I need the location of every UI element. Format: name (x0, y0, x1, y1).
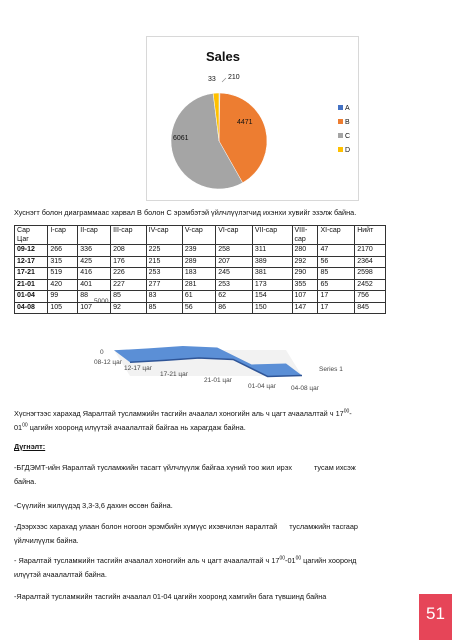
table-cell: 83 (146, 291, 182, 303)
table-cell: 2452 (355, 279, 386, 291)
table-cell: 277 (146, 279, 182, 291)
table-cell: 253 (146, 268, 182, 280)
table-cell: 416 (78, 268, 111, 280)
legend-swatch-c (338, 133, 343, 138)
table-cell: 381 (252, 268, 292, 280)
table-cell: 280 (292, 245, 318, 257)
table-row (15, 245, 386, 257)
area-x-label: 01-04 цаг (248, 383, 277, 390)
table-header-9: Нийт (355, 226, 386, 245)
pie-label-d: 210 (228, 74, 240, 81)
table-cell: 176 (111, 256, 147, 268)
page-number: 51 (426, 604, 445, 623)
table-header-5: VI-сар (216, 226, 253, 245)
table-cell: 336 (78, 245, 111, 257)
table-cell: 258 (216, 245, 253, 257)
table-header-3: IV-сар (146, 226, 182, 245)
table-row (15, 256, 386, 268)
table-cell: 289 (182, 256, 215, 268)
table-row-label: 04-08 (15, 302, 48, 314)
table-cell: 47 (318, 245, 355, 257)
conclusion-heading: Дүгнэлт: (14, 442, 46, 451)
conclusion-bullet-2: -Сүүлийн жилүүдэд 3,3-3,6 дахин өссөн байна. (14, 501, 173, 510)
table-header-7: VIII- сар (292, 226, 318, 245)
table-cell: 401 (78, 279, 111, 291)
table-header-1: II-сар (78, 226, 111, 245)
paragraph-pie-summary: Хуснэгт болон диаграммаас харвал В болон С эрэмбэтэй үйлчлүүлэгчид ихэнхи хувийг эзэлж байна. (14, 208, 357, 217)
table-cell: 215 (146, 256, 182, 268)
table-cell: 92 (111, 302, 147, 314)
table-cell: 150 (252, 302, 292, 314)
table-row-label: 17-21 (15, 268, 48, 280)
table-cell: 173 (252, 279, 292, 291)
area-ytick-0: 0 (100, 349, 104, 356)
table-cell: 266 (48, 245, 78, 257)
table-cell: 86 (216, 302, 253, 314)
conclusion-bullet-4: - Яаралтай тусламжийн тасгийн ачаалал хоногийн аль ч цагт ачаалалтай ч $17^{00}-01^{00}$ цагийн хооронд илүүтэй ачаалалтай байна. (14, 555, 357, 579)
table-row-label: 12-17 (15, 256, 48, 268)
area-x-label: 21-01 цаг (204, 377, 233, 384)
area-chart-svg (86, 292, 358, 392)
table-cell: 17 (318, 291, 355, 303)
table-cell: 56 (182, 302, 215, 314)
legend-label-d: D (345, 147, 351, 154)
table-cell: 253 (216, 279, 253, 291)
table-cell: 227 (111, 279, 147, 291)
table-cell: 845 (355, 302, 386, 314)
table-cell: 17 (318, 302, 355, 314)
table-cell: 65 (318, 279, 355, 291)
table-cell: 154 (252, 291, 292, 303)
area-x-label: 04-08 цаг (291, 385, 320, 392)
table-cell: 61 (182, 291, 215, 303)
legend-swatch-d (338, 147, 343, 152)
table-cell: 355 (292, 279, 318, 291)
legend-label-b: B (345, 119, 350, 126)
conclusion-bullet-3: -Дээрхээс харахад улаан болон ногоон эрэмбийн хүмүүс ихэвчилэн яаралтай тусламжийн тасгаар үйлчилүүлж байна. (14, 522, 358, 545)
paragraph-peak-load: Хүснэгтээс харахад Яаралтай тусламжийн тасгийн ачаалал хоногийн аль ч цагт ачаалалтай ч $17^{00}-$ $01^{00}$ цагийн хооронд илүүтэй ачаалалтай байгаа нь харагдаж байна. (14, 408, 352, 432)
table-cell: 239 (182, 245, 215, 257)
table-cell: 88 (78, 291, 111, 303)
table-cell: 425 (78, 256, 111, 268)
pie-chart-svg (147, 37, 358, 200)
table-cell: 2598 (355, 268, 386, 280)
table-cell: 207 (216, 256, 253, 268)
table-cell: 389 (252, 256, 292, 268)
table-cell: 292 (292, 256, 318, 268)
table-header-row (15, 226, 386, 245)
pie-leader-d (222, 78, 226, 82)
area-chart (86, 292, 358, 392)
table-header-2: III-сар (111, 226, 147, 245)
legend-label-a: A (345, 105, 350, 112)
table-cell: 56 (318, 256, 355, 268)
table-header-0: I-сар (48, 226, 78, 245)
conclusion-bullet-5: -Яаралтай тусламжийн тасгийн ачаалал 01-04 цагийн хооронд хамгийн бага түвшинд байна (14, 592, 327, 601)
legend-swatch-a (338, 105, 343, 110)
table-row-label: 21-01 (15, 279, 48, 291)
table-header-8: XI-сар (318, 226, 355, 245)
table-cell: 420 (48, 279, 78, 291)
table-cell: 107 (78, 302, 111, 314)
table-row (15, 268, 386, 280)
table-cell: 208 (111, 245, 147, 257)
pie-label-b: 4471 (237, 119, 253, 126)
area-legend-label: Series 1 (319, 366, 343, 373)
table-cell: 183 (182, 268, 215, 280)
table-cell: 290 (292, 268, 318, 280)
table-cell: 85 (318, 268, 355, 280)
pie-chart (146, 36, 359, 201)
table-cell: 62 (216, 291, 253, 303)
table-row-label: 09-12 (15, 245, 48, 257)
table-header-corner: Сар Цаг (15, 226, 48, 245)
table-row-label: 01-04 (15, 291, 48, 303)
legend-label-c: C (345, 133, 351, 140)
table-cell: 2170 (355, 245, 386, 257)
table-cell: 281 (182, 279, 215, 291)
pie-label-c: 6061 (173, 135, 189, 142)
table-cell: 147 (292, 302, 318, 314)
table-cell: 315 (48, 256, 78, 268)
table-cell: 756 (355, 291, 386, 303)
table-cell: 99 (48, 291, 78, 303)
table-row (15, 279, 386, 291)
table-cell: 519 (48, 268, 78, 280)
table-cell: 225 (146, 245, 182, 257)
table-header-4: V-сар (182, 226, 215, 245)
table-cell: 226 (111, 268, 147, 280)
area-x-label: 17-21 цаг (160, 371, 189, 378)
table-cell: 107 (292, 291, 318, 303)
conclusion-bullet-1: -БГДЭМТ-ийн Яаралтай тусламжийн тасагт үйлчлүүлж байгаа хүний тоо жил ирэх тусам ихсэж байна. (14, 463, 356, 486)
area-x-label: 12-17 цаг (124, 365, 153, 372)
table-cell: 2364 (355, 256, 386, 268)
area-ytick-5000: 5000 (94, 298, 109, 305)
area-x-label: 08-12 цаг (94, 359, 123, 366)
pie-label-a: 33 (208, 76, 216, 83)
legend-swatch-b (338, 119, 343, 124)
table-cell: 245 (216, 268, 253, 280)
table-cell: 311 (252, 245, 292, 257)
table-header-6: VII-сар (252, 226, 292, 245)
table-cell: 85 (146, 302, 182, 314)
table-cell: 85 (111, 291, 147, 303)
pie-chart-title: Sales (206, 49, 240, 64)
table-cell: 105 (48, 302, 78, 314)
